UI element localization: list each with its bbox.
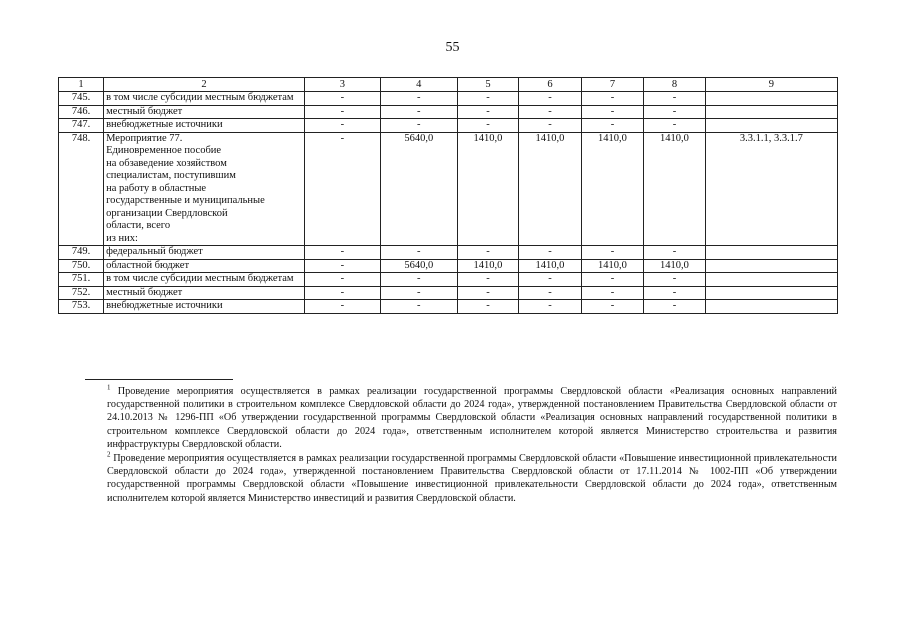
value-cell-6: - (519, 300, 582, 314)
header-cell: 7 (581, 78, 644, 92)
target-ref-cell (705, 92, 837, 106)
value-cell-8: - (644, 273, 706, 287)
row-number-cell: 747. (59, 119, 104, 133)
footnote-mark: 2 (107, 450, 111, 459)
target-ref-cell (705, 105, 837, 119)
value-cell-7: - (581, 286, 644, 300)
table-row (59, 286, 838, 300)
budget-table (58, 77, 838, 314)
target-ref-cell (705, 259, 837, 273)
description-cell: в том числе субсидии местным бюджетам (104, 273, 305, 287)
value-cell-3: - (304, 92, 380, 106)
table-row (59, 300, 838, 314)
footnote-separator (85, 379, 233, 380)
description-cell: Мероприятие 77. Единовременное пособие на обзаведение хозяйством специалистам, поступившим на работу в областные государственные и муниципальные организации Свердловской области, всего из них: (104, 132, 305, 246)
description-cell: местный бюджет (104, 105, 305, 119)
value-cell-7: - (581, 105, 644, 119)
header-cell: 2 (104, 78, 305, 92)
value-cell-5: - (457, 246, 519, 260)
value-cell-8: - (644, 300, 706, 314)
row-number-cell: 746. (59, 105, 104, 119)
target-ref-cell (705, 273, 837, 287)
value-cell-8: - (644, 286, 706, 300)
value-cell-5: - (457, 92, 519, 106)
table-row (59, 92, 838, 106)
row-number-cell: 749. (59, 246, 104, 260)
header-cell: 8 (644, 78, 706, 92)
value-cell-4: - (380, 105, 457, 119)
value-cell-6: 1410,0 (519, 132, 582, 246)
value-cell-3: - (304, 273, 380, 287)
footnote-2 (85, 452, 837, 505)
table-row (59, 105, 838, 119)
table-row (59, 273, 838, 287)
value-cell-3: - (304, 246, 380, 260)
page-number: 55 (445, 40, 460, 55)
footnote-1 (85, 385, 837, 451)
footnote-text: Проведение мероприятия осуществляется в рамках реализации государственной программы Свердловской области «Повышение инвестиционной привлекательности Свердловской области до 2024 года», утвержденной постановлением Правительства Свердловской области от 17.11.2014 № 1002-ПП «Об утверждении государственной программы Свердловской области «Повышение инвестиционной привлекательности Свердловской области до 2024 года», ответственным исполнителем которой является Министерство инвестиций и развития Свердловской области. (107, 453, 838, 504)
value-cell-8: 1410,0 (644, 132, 706, 246)
header-cell: 6 (519, 78, 582, 92)
value-cell-7: 1410,0 (581, 132, 644, 246)
table-row (59, 119, 838, 133)
value-cell-7: - (581, 273, 644, 287)
row-number-cell: 748. (59, 132, 104, 246)
footnote-text: Проведение мероприятия осуществляется в рамках реализации государственной программы Свердловской области «Реализация основных направлений государственной политики в строительном комплексе Свердловской области до 2024 года», утвержденной постановлением Правительства Свердловской области от 24.10.2013 № 1296-ПП «Об утверждении государственной программы Свердловской области «Реализация основных направлений государственной политики в строительном комплексе Свердловской области до 2024 года», ответственным исполнителем которой является Министерство строительства и развития инфраструктуры Свердловской области. (107, 386, 837, 450)
value-cell-7: - (581, 246, 644, 260)
value-cell-3: - (304, 300, 380, 314)
footnote-mark: 1 (107, 383, 111, 392)
value-cell-6: - (519, 246, 582, 260)
value-cell-4: - (380, 286, 457, 300)
table-row (59, 246, 838, 260)
value-cell-8: 1410,0 (644, 259, 706, 273)
value-cell-7: - (581, 119, 644, 133)
value-cell-7: - (581, 300, 644, 314)
value-cell-5: - (457, 286, 519, 300)
value-cell-5: - (457, 119, 519, 133)
value-cell-4: 5640,0 (380, 132, 457, 246)
value-cell-4: - (380, 119, 457, 133)
value-cell-5: - (457, 105, 519, 119)
row-number-cell: 745. (59, 92, 104, 106)
value-cell-5: 1410,0 (457, 132, 519, 246)
value-cell-4: - (380, 273, 457, 287)
table-header-row (59, 78, 838, 92)
description-cell: местный бюджет (104, 286, 305, 300)
value-cell-6: 1410,0 (519, 259, 582, 273)
value-cell-5: - (457, 273, 519, 287)
value-cell-4: - (380, 246, 457, 260)
description-cell: областной бюджет (104, 259, 305, 273)
value-cell-6: - (519, 119, 582, 133)
value-cell-3: - (304, 286, 380, 300)
table-row (59, 132, 838, 246)
target-ref-cell (705, 119, 837, 133)
value-cell-3: - (304, 119, 380, 133)
row-number-cell: 751. (59, 273, 104, 287)
value-cell-3: - (304, 132, 380, 246)
value-cell-7: - (581, 92, 644, 106)
row-number-cell: 753. (59, 300, 104, 314)
description-cell: внебюджетные источники (104, 119, 305, 133)
header-cell: 9 (705, 78, 837, 92)
value-cell-4: - (380, 92, 457, 106)
header-cell: 3 (304, 78, 380, 92)
value-cell-6: - (519, 105, 582, 119)
value-cell-8: - (644, 246, 706, 260)
row-number-cell: 750. (59, 259, 104, 273)
value-cell-6: - (519, 92, 582, 106)
value-cell-5: - (457, 300, 519, 314)
description-cell: внебюджетные источники (104, 300, 305, 314)
table-body (59, 78, 838, 314)
description-cell: в том числе субсидии местным бюджетам (104, 92, 305, 106)
description-cell: федеральный бюджет (104, 246, 305, 260)
target-ref-cell (705, 246, 837, 260)
value-cell-5: 1410,0 (457, 259, 519, 273)
target-ref-cell: 3.3.1.1, 3.3.1.7 (705, 132, 837, 246)
target-ref-cell (705, 286, 837, 300)
value-cell-8: - (644, 119, 706, 133)
row-number-cell: 752. (59, 286, 104, 300)
header-cell: 4 (380, 78, 457, 92)
header-cell: 5 (457, 78, 519, 92)
header-cell: 1 (59, 78, 104, 92)
value-cell-6: - (519, 286, 582, 300)
value-cell-4: - (380, 300, 457, 314)
value-cell-4: 5640,0 (380, 259, 457, 273)
table-row (59, 259, 838, 273)
value-cell-7: 1410,0 (581, 259, 644, 273)
value-cell-8: - (644, 92, 706, 106)
value-cell-6: - (519, 273, 582, 287)
value-cell-3: - (304, 105, 380, 119)
value-cell-3: - (304, 259, 380, 273)
target-ref-cell (705, 300, 837, 314)
value-cell-8: - (644, 105, 706, 119)
